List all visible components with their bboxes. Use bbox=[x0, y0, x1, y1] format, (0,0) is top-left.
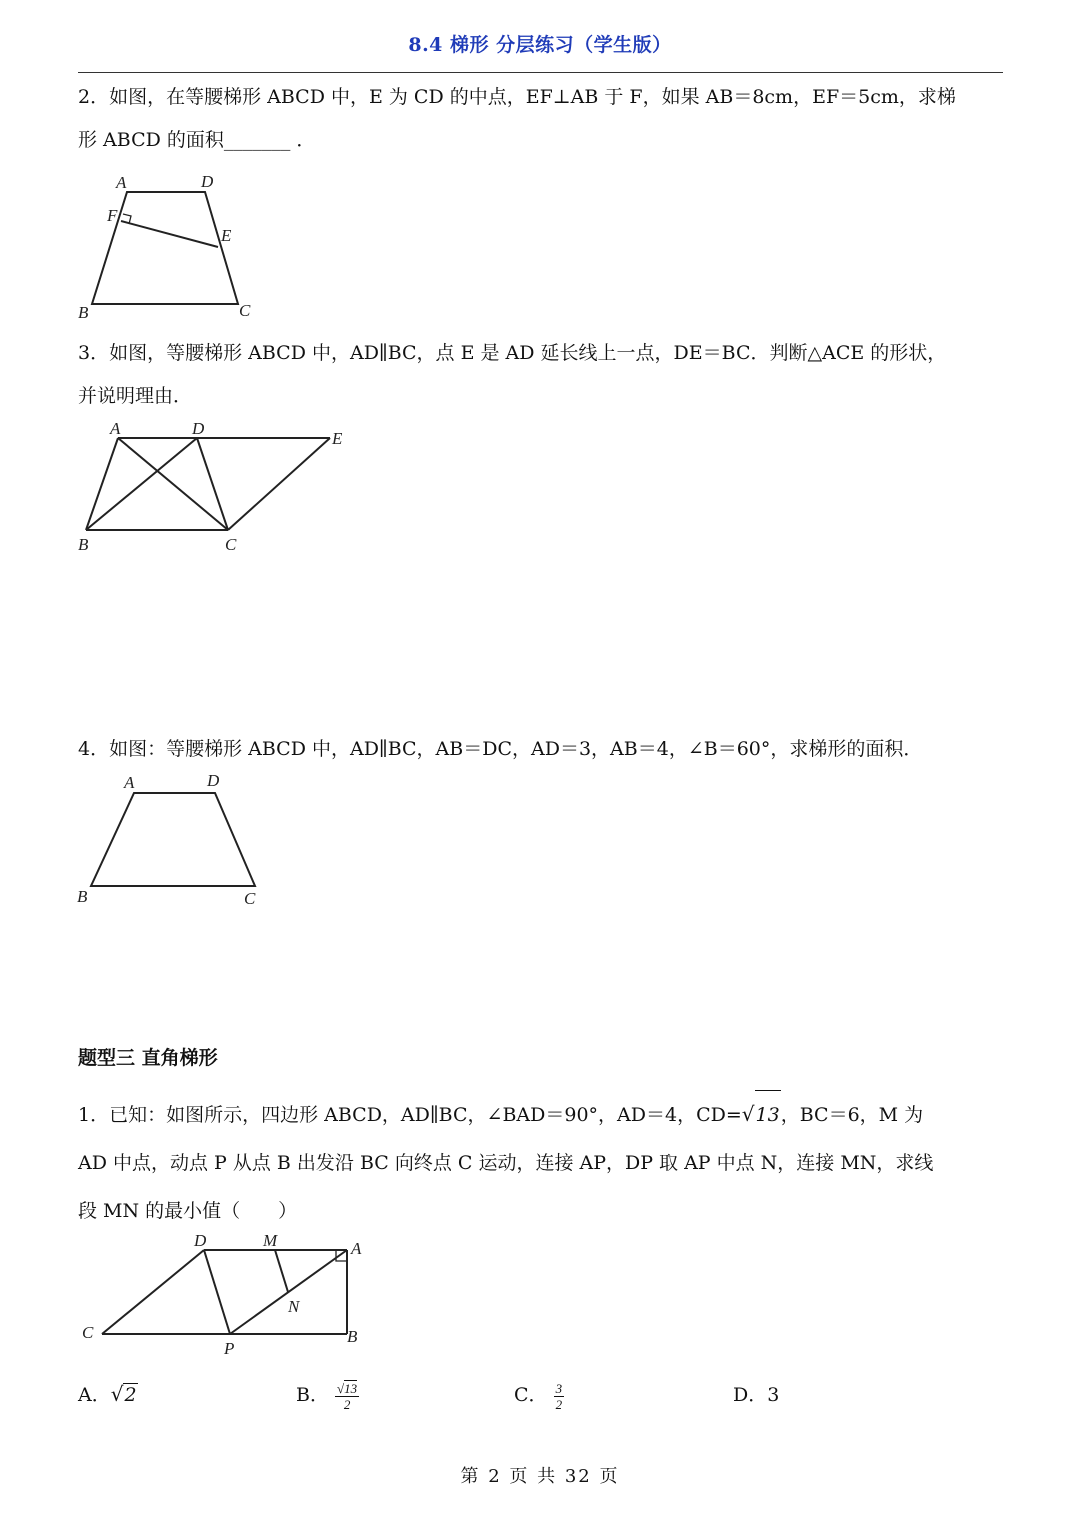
p1-label-a: A bbox=[351, 1239, 362, 1258]
q3-line2: 并说明理由． bbox=[78, 385, 193, 407]
option-a-label: A． bbox=[78, 1384, 111, 1406]
q3-label-a: A bbox=[110, 419, 121, 438]
p1-line1: 1．已知：如图所示，四边形 ABCD，AD∥BC，∠BAD＝90°，AD＝4，CD=√13，BC＝6，M 为 bbox=[78, 1090, 1004, 1139]
p1-line2: AD 中点，动点 P 从点 B 出发沿 BC 向终点 C 运动，连接 AP，DP 取 AP 中点 N，连接 MN，求线 bbox=[78, 1152, 934, 1174]
p1-label-b: B bbox=[347, 1327, 358, 1346]
p1-line3: 段 MN 的最小值（ ） bbox=[78, 1200, 298, 1222]
p1-label-c: C bbox=[82, 1323, 94, 1342]
p1-label-m: M bbox=[263, 1231, 278, 1250]
q3-line1: 3．如图，等腰梯形 ABCD 中，AD∥BC，点 E 是 AD 延长线上一点，DE＝BC．判断△ACE 的形状， bbox=[78, 342, 947, 364]
page-header-title: 8.4 梯形 分层练习（学生版） bbox=[408, 34, 672, 56]
option-b-label: B． bbox=[296, 1384, 329, 1406]
option-b-fraction: $\frac{√13}{2}$ bbox=[337, 1380, 358, 1412]
q4-label-d: D bbox=[207, 771, 220, 790]
q2-label-f: F bbox=[107, 206, 118, 225]
p1-line1-b: ，BC＝6，M 为 bbox=[780, 1104, 924, 1126]
q2-segment-ef bbox=[121, 221, 218, 247]
q2-label-e: E bbox=[221, 226, 232, 245]
q2-label-b: B bbox=[78, 303, 89, 322]
q2-text bbox=[78, 76, 1004, 162]
option-a-value: 2 bbox=[124, 1384, 137, 1406]
q3-label-e: E bbox=[332, 429, 343, 448]
p1-figure bbox=[74, 1226, 374, 1362]
p1-sqrt-13: 13 bbox=[755, 1090, 781, 1139]
q2-figure bbox=[74, 168, 264, 324]
q4-line1: 4．如图：等腰梯形 ABCD 中，AD∥BC，AB＝DC，AD＝3，AB＝4，∠B＝60°，求梯形的面积． bbox=[78, 738, 923, 760]
q4-label-a: A bbox=[124, 773, 135, 792]
q2-label-c: C bbox=[239, 301, 251, 320]
option-b-numerator: 13 bbox=[344, 1380, 358, 1396]
q3-line-ce bbox=[228, 438, 330, 530]
header-divider bbox=[78, 72, 1003, 73]
p1-label-p: P bbox=[224, 1339, 235, 1358]
q4-label-c: C bbox=[244, 889, 256, 908]
option-c[interactable] bbox=[514, 1380, 564, 1412]
option-d-label: D． bbox=[733, 1384, 768, 1406]
p1-line-dc bbox=[102, 1250, 204, 1334]
q3-figure bbox=[74, 418, 364, 558]
q2-line1: 2．如图，在等腰梯形 ABCD 中，E 为 CD 的中点，EF⊥AB 于 F，如果 AB＝8cm，EF＝5cm，求梯 bbox=[78, 86, 956, 108]
option-d-value: 3 bbox=[767, 1384, 780, 1406]
p1-line-mn bbox=[275, 1250, 288, 1292]
option-c-label: C． bbox=[514, 1384, 548, 1406]
option-c-fraction bbox=[554, 1381, 565, 1412]
p1-line1-a: 1．已知：如图所示，四边形 ABCD，AD∥BC，∠BAD＝90°，AD＝4，CD= bbox=[78, 1104, 742, 1126]
p1-label-d: D bbox=[194, 1231, 207, 1250]
option-b[interactable] bbox=[296, 1380, 359, 1412]
option-d[interactable] bbox=[733, 1380, 779, 1407]
q2-label-d: D bbox=[201, 172, 214, 191]
option-c-denominator: 2 bbox=[555, 1396, 563, 1412]
q2-label-a: A bbox=[116, 173, 127, 192]
q4-figure bbox=[74, 766, 264, 912]
p1-text bbox=[78, 1090, 1004, 1235]
q3-text bbox=[78, 332, 1004, 418]
option-c-numerator: 3 bbox=[555, 1380, 563, 1396]
p1-line-dp bbox=[204, 1250, 230, 1334]
option-a[interactable]: A．√2 bbox=[78, 1382, 137, 1406]
q3-label-d: D bbox=[192, 419, 205, 438]
q4-text bbox=[78, 728, 1004, 771]
q4-label-b: B bbox=[77, 887, 88, 906]
p1-label-n: N bbox=[288, 1297, 300, 1316]
q3-label-c: C bbox=[225, 535, 237, 554]
p1-line-pa bbox=[230, 1250, 347, 1334]
section-title: 题型三 直角梯形 bbox=[78, 1047, 218, 1069]
q4-trapezoid bbox=[91, 793, 255, 886]
q3-label-b: B bbox=[78, 535, 89, 554]
option-b-denominator: 2 bbox=[343, 1396, 351, 1412]
q2-line2: 形 ABCD 的面积_______ ． bbox=[78, 129, 316, 151]
page-footer: 第 2 页 共 32 页 bbox=[460, 1466, 620, 1487]
